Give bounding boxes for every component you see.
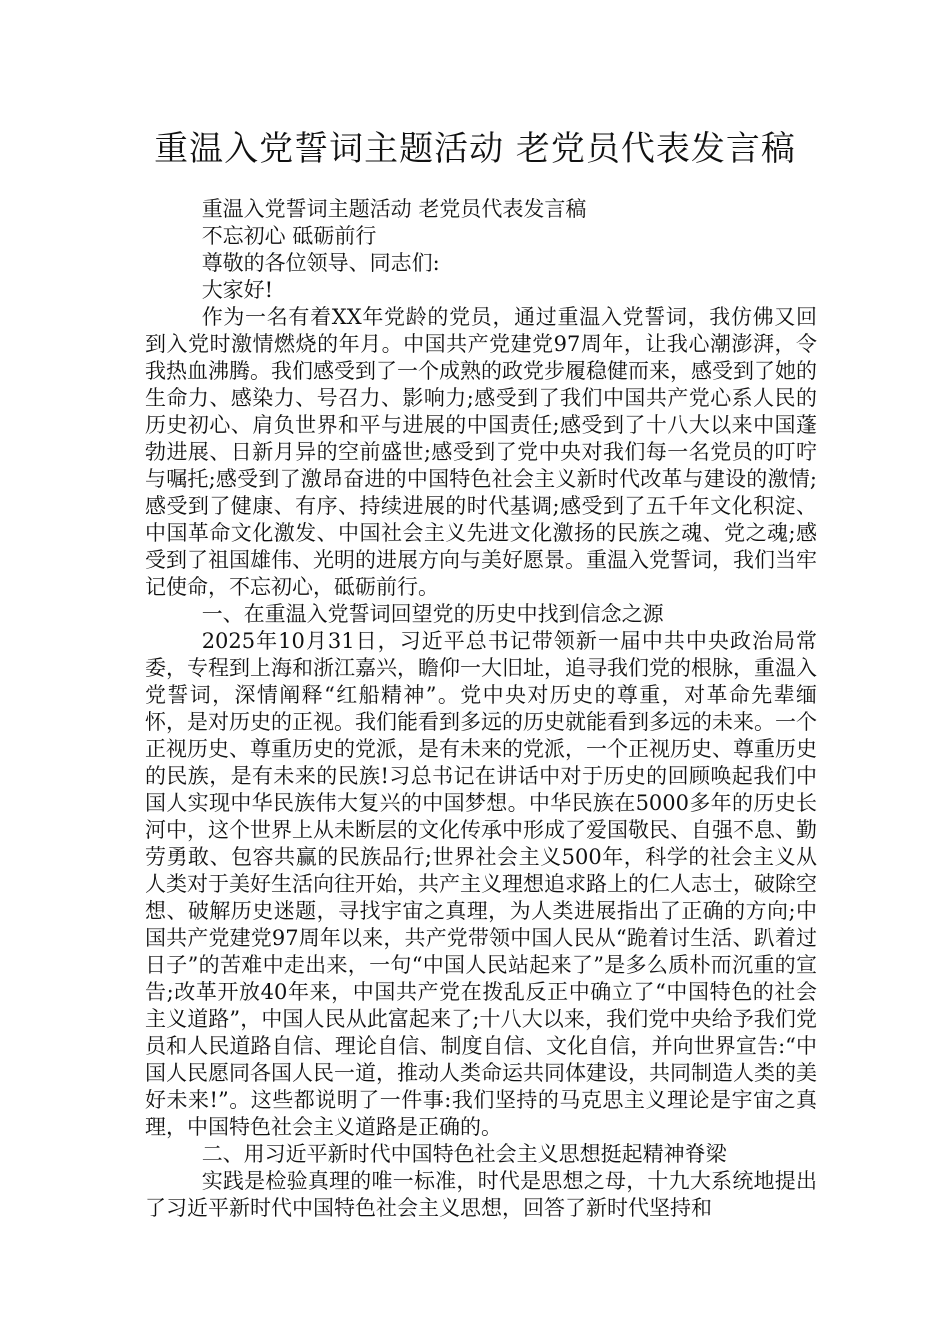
document-body [145, 196, 817, 1222]
section-heading-1: 一、在重温入党誓词回望党的历史中找到信念之源 [201, 602, 664, 626]
section-heading-2: 二、用习近平新时代中国特色社会主义思想挺起精神脊梁 [201, 1142, 727, 1166]
greeting: 大家好! [201, 278, 274, 302]
document-title: 重温入党誓词主题活动 老党员代表发言稿 [154, 129, 796, 169]
slogan-line: 不忘初心 砥砺前行 [201, 224, 377, 248]
salutation: 尊敬的各位领导、同志们: [201, 251, 440, 275]
section-2-paragraph: 实践是检验真理的唯一标准，时代是思想之母，十九大系统地提出了习近平新时代中国特色社会主义思想，回答了新时代坚持和 [145, 1169, 817, 1220]
section-1-paragraph: 2025年10月31日，习近平总书记带领新一届中共中央政治局常委，专程到上海和浙江嘉兴，瞻仰一大旧址，追寻我们党的根脉，重温入党誓词，深情阐释“红船精神”。党中央对历史的尊重，对革命先辈缅怀，是对历史的正视。我们能看到多远的历史就能看到多远的未来。一个正视历史、尊重历史的党派，是有未来的党派，一个正视历史、尊重历史的民族，是有未来的民族!习总书记在讲话中对于历史的回顾唤起我们中国人实现中华民族伟大复兴的中国梦想。中华民族在5000多年的历史长河中，这个世界上从未断层的文化传承中形成了爱国敬民、自强不息、勤劳勇敢、包容共赢的民族品行;世界社会主义500年，科学的社会主义从人类对于美好生活向往开始，共产主义理想追求路上的仁人志士，破除空想、破解历史迷题，寻找宇宙之真理，为人类进展指出了正确的方向;中国共产党建党97周年以来，共产党带领中国人民从“跪着讨生活、趴着过日子”的苦难中走出来，一句“中国人民站起来了”是多么质朴而沉重的宣告;改革开放40年来，中国共产党在拨乱反正中确立了“中国特色的社会主义道路”，中国人民从此富起来了;十八大以来，我们党中央给予我们党员和人民道路自信、理论自信、制度自信、文化自信，并向世界宣告:“中国人民愿同各国人民一道，推动人类命运共同体建设，共同制造人类的美好未来!”。这些都说明了一件事:我们坚持的马克思主义理论是宇宙之真理，中国特色社会主义道路是正确的。 [145, 629, 817, 1139]
intro-paragraph: 作为一名有着XX年党龄的党员，通过重温入党誓词，我仿佛又回到入党时激情燃烧的年月。中国共产党建党97周年，让我心潮澎湃，令我热血沸腾。我们感受到了一个成熟的政党步履稳健而来，感受到了她的生命力、感染力、号召力、影响力;感受到了我们中国共产党心系人民的历史初心、肩负世界和平与进展的中国责任;感受到了十八大以来中国蓬勃进展、日新月异的空前盛世;感受到了党中央对我们每一名党员的叮咛与嘱托;感受到了激昂奋进的中国特色社会主义新时代改革与建设的激情;感受到了健康、有序、持续进展的时代基调;感受到了五千年文化积淀、中国革命文化激发、中国社会主义先进文化激扬的民族之魂、党之魂;感受到了祖国雄伟、光明的进展方向与美好愿景。重温入党誓词，我们当牢记使命，不忘初心，砥砺前行。 [145, 305, 817, 599]
subtitle-line: 重温入党誓词主题活动 老党员代表发言稿 [201, 197, 587, 221]
